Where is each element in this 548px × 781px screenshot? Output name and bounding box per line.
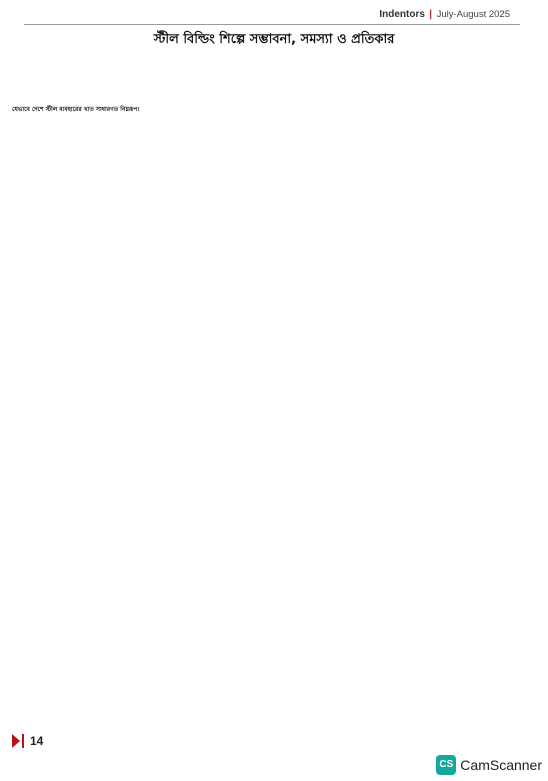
page-marker-bar	[22, 734, 24, 748]
body-paragraph	[12, 68, 506, 76]
article-title: স্টীল বিল্ডিং শিল্পে সম্ভাবনা, সমস্যা ও প্রতিকার	[153, 32, 395, 47]
masthead-separator: |	[428, 8, 433, 20]
masthead-rule	[24, 24, 520, 25]
page-marker-triangle-icon	[12, 734, 20, 748]
body-paragraph	[12, 160, 506, 168]
masthead	[379, 6, 510, 22]
body-paragraph	[12, 83, 506, 91]
camscanner-logo-icon: CS	[436, 755, 456, 775]
body-paragraph	[12, 152, 506, 160]
body-paragraph	[12, 76, 506, 84]
body-paragraph	[12, 144, 506, 152]
issue-date: July-August 2025	[436, 8, 510, 20]
body-paragraph	[12, 175, 506, 183]
body-paragraph	[12, 167, 506, 175]
body-paragraph	[12, 114, 506, 122]
body-paragraph	[12, 98, 506, 106]
camscanner-label: CamScanner	[460, 757, 542, 773]
body-paragraph	[12, 129, 506, 137]
body-paragraph	[12, 122, 506, 130]
article-body	[12, 68, 506, 673]
body-paragraph	[12, 91, 506, 99]
section-heading: যেভাবে দেশে স্টীল ব্যবহারের খাত সাধারণত নিম্নরূপ।	[12, 105, 140, 113]
page-number: 14	[30, 734, 44, 748]
magazine-name: Indentors	[379, 8, 425, 20]
camscanner-watermark	[436, 754, 542, 776]
body-paragraph	[12, 137, 506, 145]
